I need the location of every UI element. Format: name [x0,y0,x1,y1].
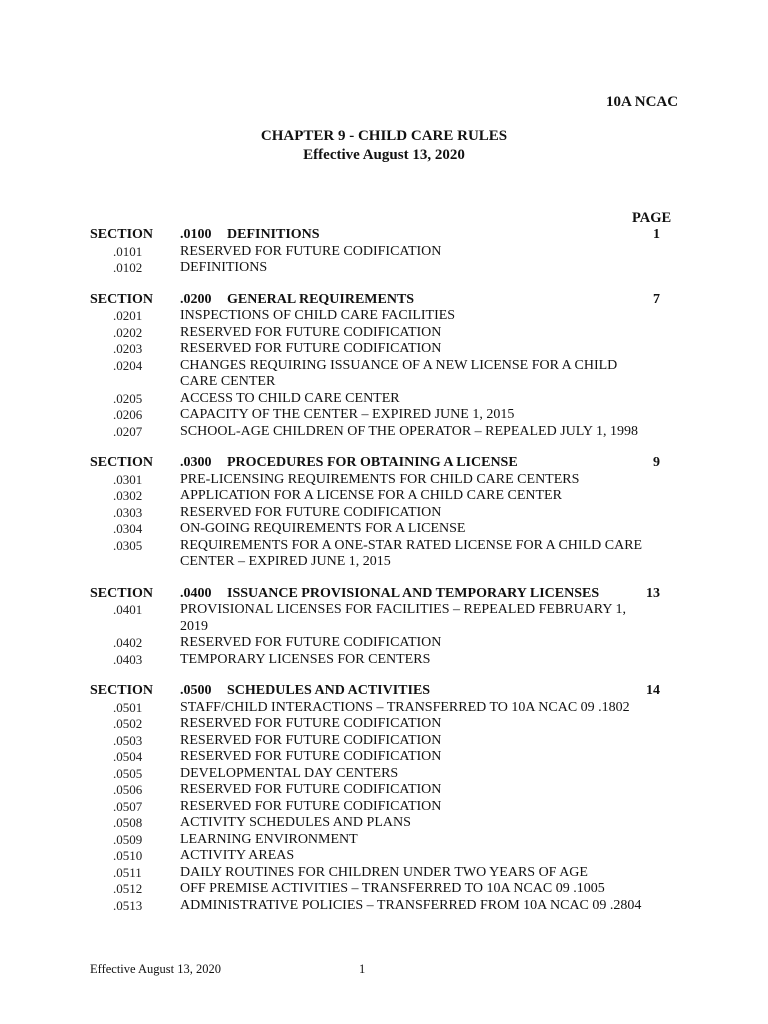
rule-number: .0101 [113,243,143,259]
section-label: SECTION [90,585,154,601]
rule-number: .0512 [113,881,143,896]
rule-number: .0304 [113,521,143,536]
rule-title: INSPECTIONS OF CHILD CARE FACILITIES [180,308,456,323]
rule-row [0,341,768,358]
rule-row [0,652,768,669]
rule-number: .0207 [113,423,143,439]
rule-number: .0403 [113,651,143,667]
section-name: SCHEDULES AND ACTIVITIES [227,683,431,698]
rule-row [0,488,768,505]
rule-title: ACCESS TO CHILD CARE CENTER [180,390,400,406]
rule-number: .0507 [113,798,143,814]
rule-row [0,749,768,766]
rule-number: .0201 [113,308,143,323]
rule-number: .0202 [113,324,143,340]
toc-section [0,227,768,277]
rule-row [0,782,768,799]
section-name: PROCEDURES FOR OBTAINING A LICENSE [227,455,518,470]
chapter-effective-date: Effective August 13, 2020 [303,147,465,163]
rule-row [0,407,768,424]
section-name: DEFINITIONS [227,227,320,242]
table-of-contents [0,227,768,929]
rule-row [0,898,768,915]
rule-title: RESERVED FOR FUTURE CODIFICATION [180,243,442,259]
rule-title: TEMPORARY LICENSES FOR CENTERS [180,651,431,667]
rule-row [0,538,768,571]
rule-number: .0502 [113,716,143,731]
rule-row [0,700,768,717]
rule-number: .0511 [113,864,142,880]
rule-number: .0510 [113,848,143,863]
rule-number: .0401 [113,602,143,617]
rule-number: .0204 [113,357,143,373]
rule-title: LEARNING ENVIRONMENT [180,831,358,847]
section-page-number: 14 [646,683,660,698]
rule-row [0,358,768,391]
rule-number: .0402 [113,635,143,650]
footer-page-number: 1 [359,962,366,976]
rule-title: SCHOOL-AGE CHILDREN OF THE OPERATOR – REPEALED JULY 1, 1998 [180,423,639,439]
rule-title: OFF PREMISE ACTIVITIES – TRANSFERRED TO 10A NCAC 09 .1005 [180,881,605,896]
rule-row [0,244,768,261]
section-number: .0300 [180,455,212,470]
rule-number: .0203 [113,341,143,356]
chapter-title: CHAPTER 9 - CHILD CARE RULES [260,128,508,144]
rule-title: STAFF/CHILD INTERACTIONS – TRANSFERRED TO 10A NCAC 09 .1802 [180,699,630,715]
section-heading [0,292,768,309]
section-heading [0,227,768,244]
rule-number: .0302 [113,488,143,503]
page-column-heading: PAGE [632,210,672,226]
rule-title: RESERVED FOR FUTURE CODIFICATION [180,798,442,814]
section-label: SECTION [90,683,154,698]
rule-number: .0506 [113,782,143,797]
rule-title: ADMINISTRATIVE POLICIES – TRANSFERRED FROM 10A NCAC 09 .2804 [180,897,642,913]
rule-row [0,424,768,441]
rule-title: ACTIVITY AREAS [180,848,295,863]
rule-number: .0509 [113,831,143,847]
rule-title: RESERVED FOR FUTURE CODIFICATION [180,732,442,748]
section-number: .0100 [180,227,212,242]
rule-row [0,815,768,832]
rule-row [0,505,768,522]
rule-number: .0303 [113,504,143,520]
section-heading [0,455,768,472]
section-number: .0200 [180,291,212,307]
rule-title: ON-GOING REQUIREMENTS FOR A LICENSE [180,521,466,536]
rule-title: RESERVED FOR FUTURE CODIFICATION [180,341,442,356]
rule-title: RESERVED FOR FUTURE CODIFICATION [180,324,442,340]
section-label: SECTION [90,227,154,242]
toc-section [0,292,768,441]
header-code: 10A NCAC [606,94,679,110]
rule-number: .0301 [113,471,143,487]
rule-row [0,832,768,849]
section-page-number: 1 [653,227,660,242]
footer-effective-date: Effective August 13, 2020 [90,962,221,976]
rule-row [0,391,768,408]
section-heading [0,586,768,603]
section-number: .0400 [180,585,212,601]
toc-section [0,586,768,669]
rule-number: .0503 [113,732,143,748]
rule-row [0,733,768,750]
rule-title: RESERVED FOR FUTURE CODIFICATION [180,749,442,764]
section-page-number: 13 [646,585,660,601]
section-page-number: 9 [653,455,660,470]
rule-number: .0102 [113,260,143,275]
rule-number: .0305 [113,537,143,553]
rule-number: .0504 [113,749,143,764]
rule-title: DEVELOPMENTAL DAY CENTERS [180,765,399,781]
rule-title: RESERVED FOR FUTURE CODIFICATION [180,716,442,731]
rule-title: RESERVED FOR FUTURE CODIFICATION [180,782,442,797]
rule-row [0,716,768,733]
section-heading [0,683,768,700]
rule-title: ACTIVITY SCHEDULES AND PLANS [180,815,411,830]
rule-row [0,260,768,277]
toc-section [0,455,768,571]
rule-title: REQUIREMENTS FOR A ONE-STAR RATED LICENSE FOR A CHILD CARE CENTER – EXPIRED JUNE 1, 2015 [180,537,643,569]
rule-title: DEFINITIONS [180,260,268,275]
rule-number: .0501 [113,699,143,715]
rule-row [0,865,768,882]
rule-title: CHANGES REQUIRING ISSUANCE OF A NEW LICENSE FOR A CHILD CARE CENTER [180,357,618,389]
rule-title: RESERVED FOR FUTURE CODIFICATION [180,635,442,650]
section-number: .0500 [180,683,212,698]
rule-row [0,602,768,635]
rule-number: .0508 [113,815,143,830]
rule-number: .0206 [113,407,143,422]
section-label: SECTION [90,455,154,470]
rule-title: PROVISIONAL LICENSES FOR FACILITIES – REPEALED FEBRUARY 1, 2019 [180,602,626,634]
rule-row [0,308,768,325]
rule-row [0,325,768,342]
rule-title: PRE-LICENSING REQUIREMENTS FOR CHILD CARE CENTERS [180,471,580,487]
rule-row [0,766,768,783]
rule-title: CAPACITY OF THE CENTER – EXPIRED JUNE 1, 2015 [180,407,515,422]
rule-row [0,848,768,865]
rule-row [0,799,768,816]
section-name: ISSUANCE PROVISIONAL AND TEMPORARY LICENSES [227,585,600,601]
rule-number: .0513 [113,897,143,913]
section-name: GENERAL REQUIREMENTS [227,291,415,307]
rule-title: RESERVED FOR FUTURE CODIFICATION [180,504,442,520]
section-page-number: 7 [653,291,660,307]
rule-row [0,472,768,489]
rule-number: .0205 [113,390,143,406]
rule-row [0,881,768,898]
rule-number: .0505 [113,765,143,781]
toc-section [0,683,768,914]
rule-row [0,521,768,538]
section-label: SECTION [90,291,154,307]
rule-title: APPLICATION FOR A LICENSE FOR A CHILD CARE CENTER [180,488,562,503]
rule-row [0,635,768,652]
rule-title: DAILY ROUTINES FOR CHILDREN UNDER TWO YEARS OF AGE [180,864,588,880]
